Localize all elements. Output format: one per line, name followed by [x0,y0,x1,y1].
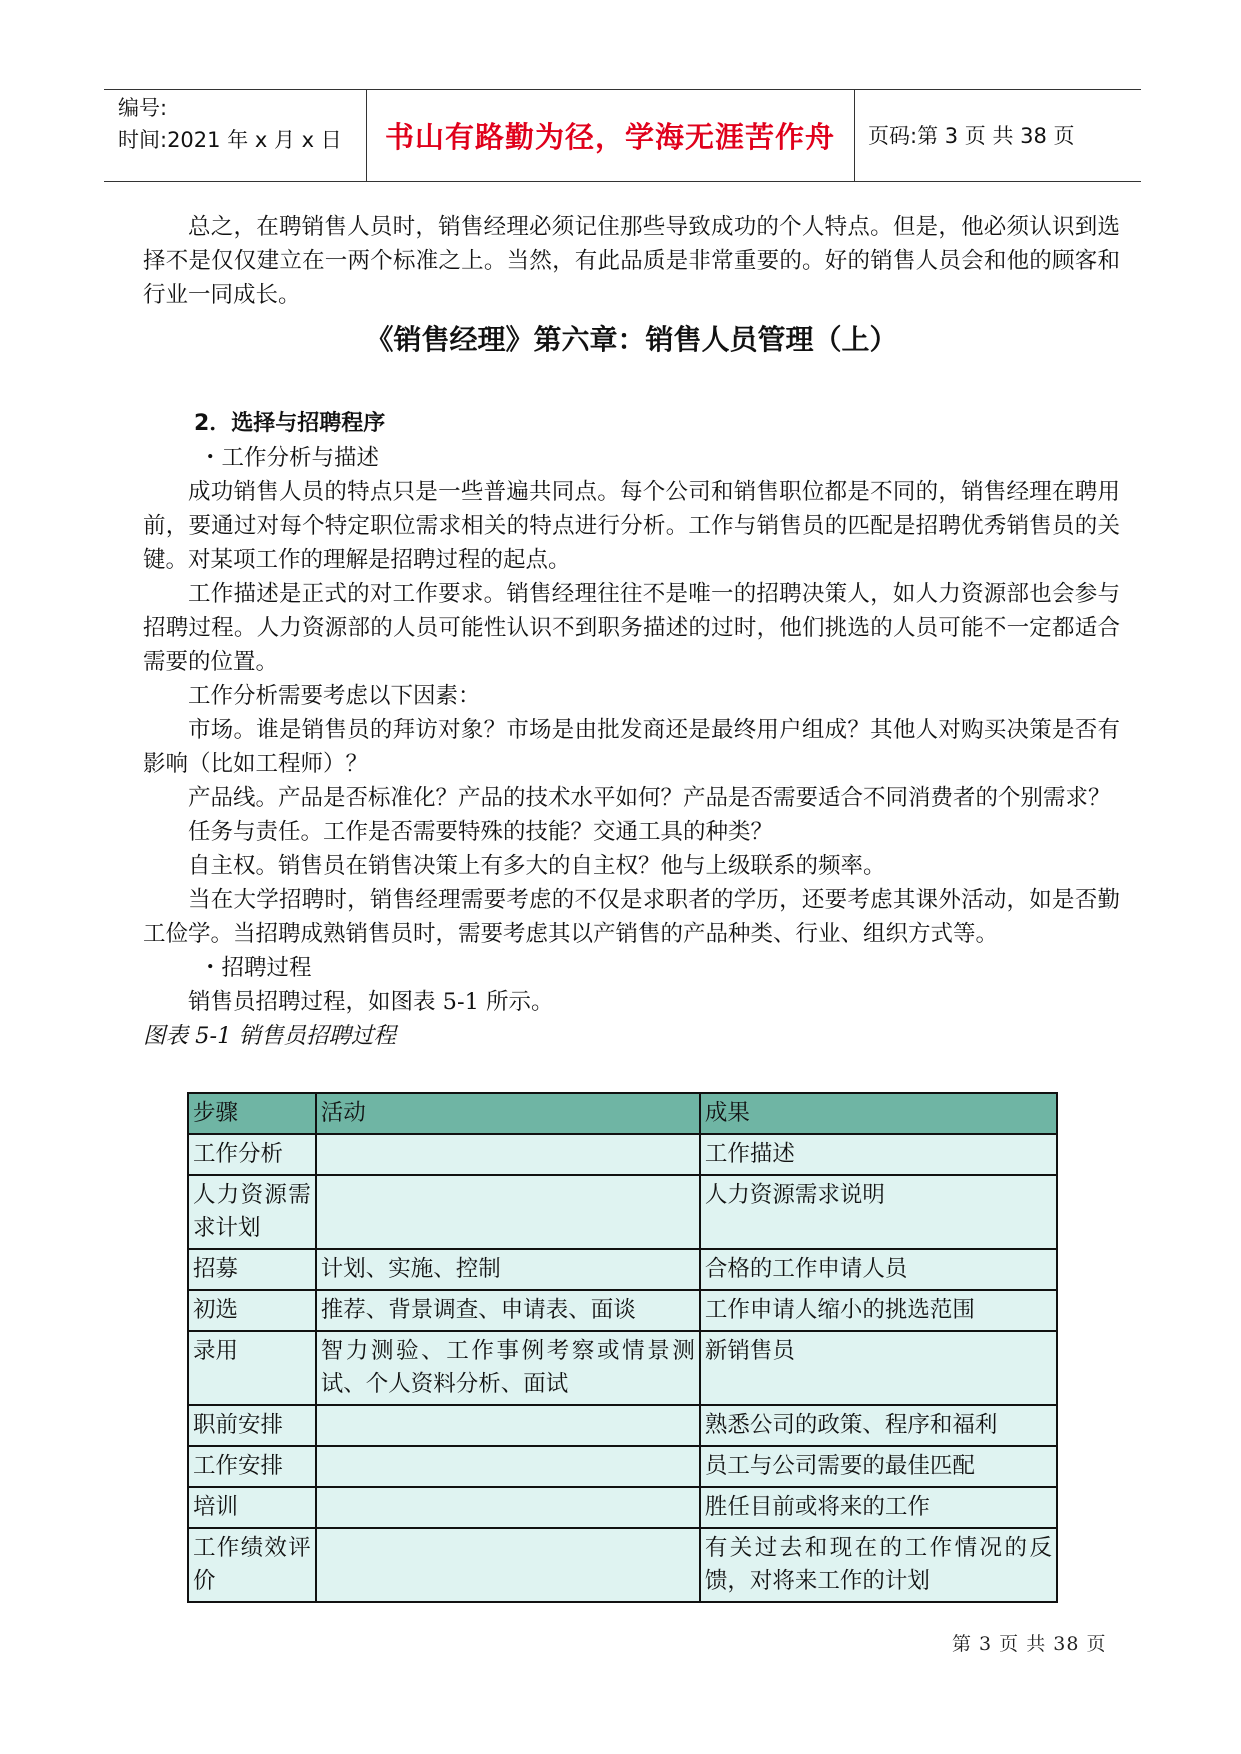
main-body [143,407,1120,1053]
bullet-job-analysis: ・工作分析与描述 [199,445,380,471]
table-row [188,1331,1057,1405]
table-cell [316,1175,700,1249]
header-bottom-rule [104,181,1141,182]
paragraph: 工作分析需要考虑以下因素： [188,683,481,709]
table-cell: 有关过去和现在的工作情况的反馈，对将来工作的计划 [700,1528,1057,1602]
table-cell: 计划、实施、控制 [316,1249,700,1290]
recruit-paragraph: 销售员招聘过程，如图表 5-1 所示。 [188,989,554,1015]
table-row [188,1446,1057,1487]
table-row [188,1290,1057,1331]
table-cell: 推荐、背景调查、申请表、面谈 [316,1290,700,1331]
bullet-recruiting: ・招聘过程 [199,955,312,981]
document-number-label: 编号: [118,96,168,120]
table-cell [316,1487,700,1528]
page-footer: 第 3 页 共 38 页 [952,1633,1107,1655]
table-row [188,1487,1057,1528]
table-cell: 智力测验、工作事例考察或情景测试、个人资料分析、面试 [316,1331,700,1405]
table-cell: 工作申请人缩小的挑选范围 [700,1290,1057,1331]
table-row [188,1405,1057,1446]
table-cell [316,1405,700,1446]
intro-paragraph: 总之，在聘销售人员时，销售经理必须记住那些导致成功的个人特点。但是，他必须认识到选择不是仅仅建立在一两个标准之上。当然，有此品质是非常重要的。好的销售人员会和他的顾客和行业一同成长。 [143,214,1120,308]
table-cell: 熟悉公司的政策、程序和福利 [700,1405,1057,1446]
table-cell: 人力资源需求计划 [188,1175,316,1249]
section-heading: 2．选择与招聘程序 [194,411,386,436]
paragraph: 任务与责任。工作是否需要特殊的技能？交通工具的种类？ [188,819,774,845]
paragraph: 当在大学招聘时，销售经理需要考虑的不仅是求职者的学历，还要考虑其课外活动，如是否勤工俭学。当招聘成熟销售员时，需要考虑其以产销售的产品种类、行业、组织方式等。 [143,887,1120,947]
header-motto: 书山有路勤为径，学海无涯苦作舟 [384,119,835,154]
chapter-title: 《销售经理》第六章：销售人员管理（上） [365,323,898,356]
header-meta [118,92,342,156]
paragraph: 自主权。销售员在销售决策上有多大的自主权？他与上级联系的频率。 [188,853,886,879]
table-cell: 职前安排 [188,1405,316,1446]
table-cell: 新销售员 [700,1331,1057,1405]
paragraph: 产品线。产品是否标准化？产品的技术水平如何？产品是否需要适合不同消费者的个别需求？ [188,785,1111,811]
table-row [188,1249,1057,1290]
table-cell: 招募 [188,1249,316,1290]
paragraph: 工作描述是正式的对工作要求。销售经理往往不是唯一的招聘决策人，如人力资源部也会参与招聘过程。人力资源部的人员可能性认识不到职务描述的过时，他们挑选的人员可能不一定都适合需要的位置。 [143,581,1120,675]
intro-section [143,210,1120,312]
recruiting-process-table [187,1092,1058,1603]
table-cell [316,1134,700,1175]
table-cell: 胜任目前或将来的工作 [700,1487,1057,1528]
table-row [188,1134,1057,1175]
table-row [188,1528,1057,1602]
table-row [188,1175,1057,1249]
header-page-label: 页码:第 3 页 共 38 页 [868,124,1075,148]
table-header-cell: 活动 [316,1093,700,1134]
table-header-cell: 步骤 [188,1093,316,1134]
table-header-cell: 成果 [700,1093,1057,1134]
table-cell: 工作安排 [188,1446,316,1487]
table-cell: 人力资源需求说明 [700,1175,1057,1249]
table-cell: 合格的工作申请人员 [700,1249,1057,1290]
table-cell: 工作分析 [188,1134,316,1175]
figure-caption: 图表 5-1 销售员招聘过程 [143,1023,397,1049]
table-cell: 初选 [188,1290,316,1331]
table-cell: 培训 [188,1487,316,1528]
table-header-row [188,1093,1057,1134]
document-time-label: 时间:2021 年 x 月 x 日 [118,128,342,152]
table-cell: 员工与公司需要的最佳匹配 [700,1446,1057,1487]
header-divider-right [854,89,855,181]
table-cell: 录用 [188,1331,316,1405]
table-cell: 工作描述 [700,1134,1057,1175]
table-cell [316,1446,700,1487]
table-cell [316,1528,700,1602]
paragraph: 市场。谁是销售员的拜访对象？市场是由批发商还是最终用户组成？其他人对购买决策是否有影响（比如工程师）？ [143,717,1120,777]
paragraph: 成功销售人员的特点只是一些普遍共同点。每个公司和销售职位都是不同的，销售经理在聘用前，要通过对每个特定职位需求相关的特点进行分析。工作与销售员的匹配是招聘优秀销售员的关键。对某项工作的理解是招聘过程的起点。 [143,479,1120,573]
table-cell: 工作绩效评价 [188,1528,316,1602]
